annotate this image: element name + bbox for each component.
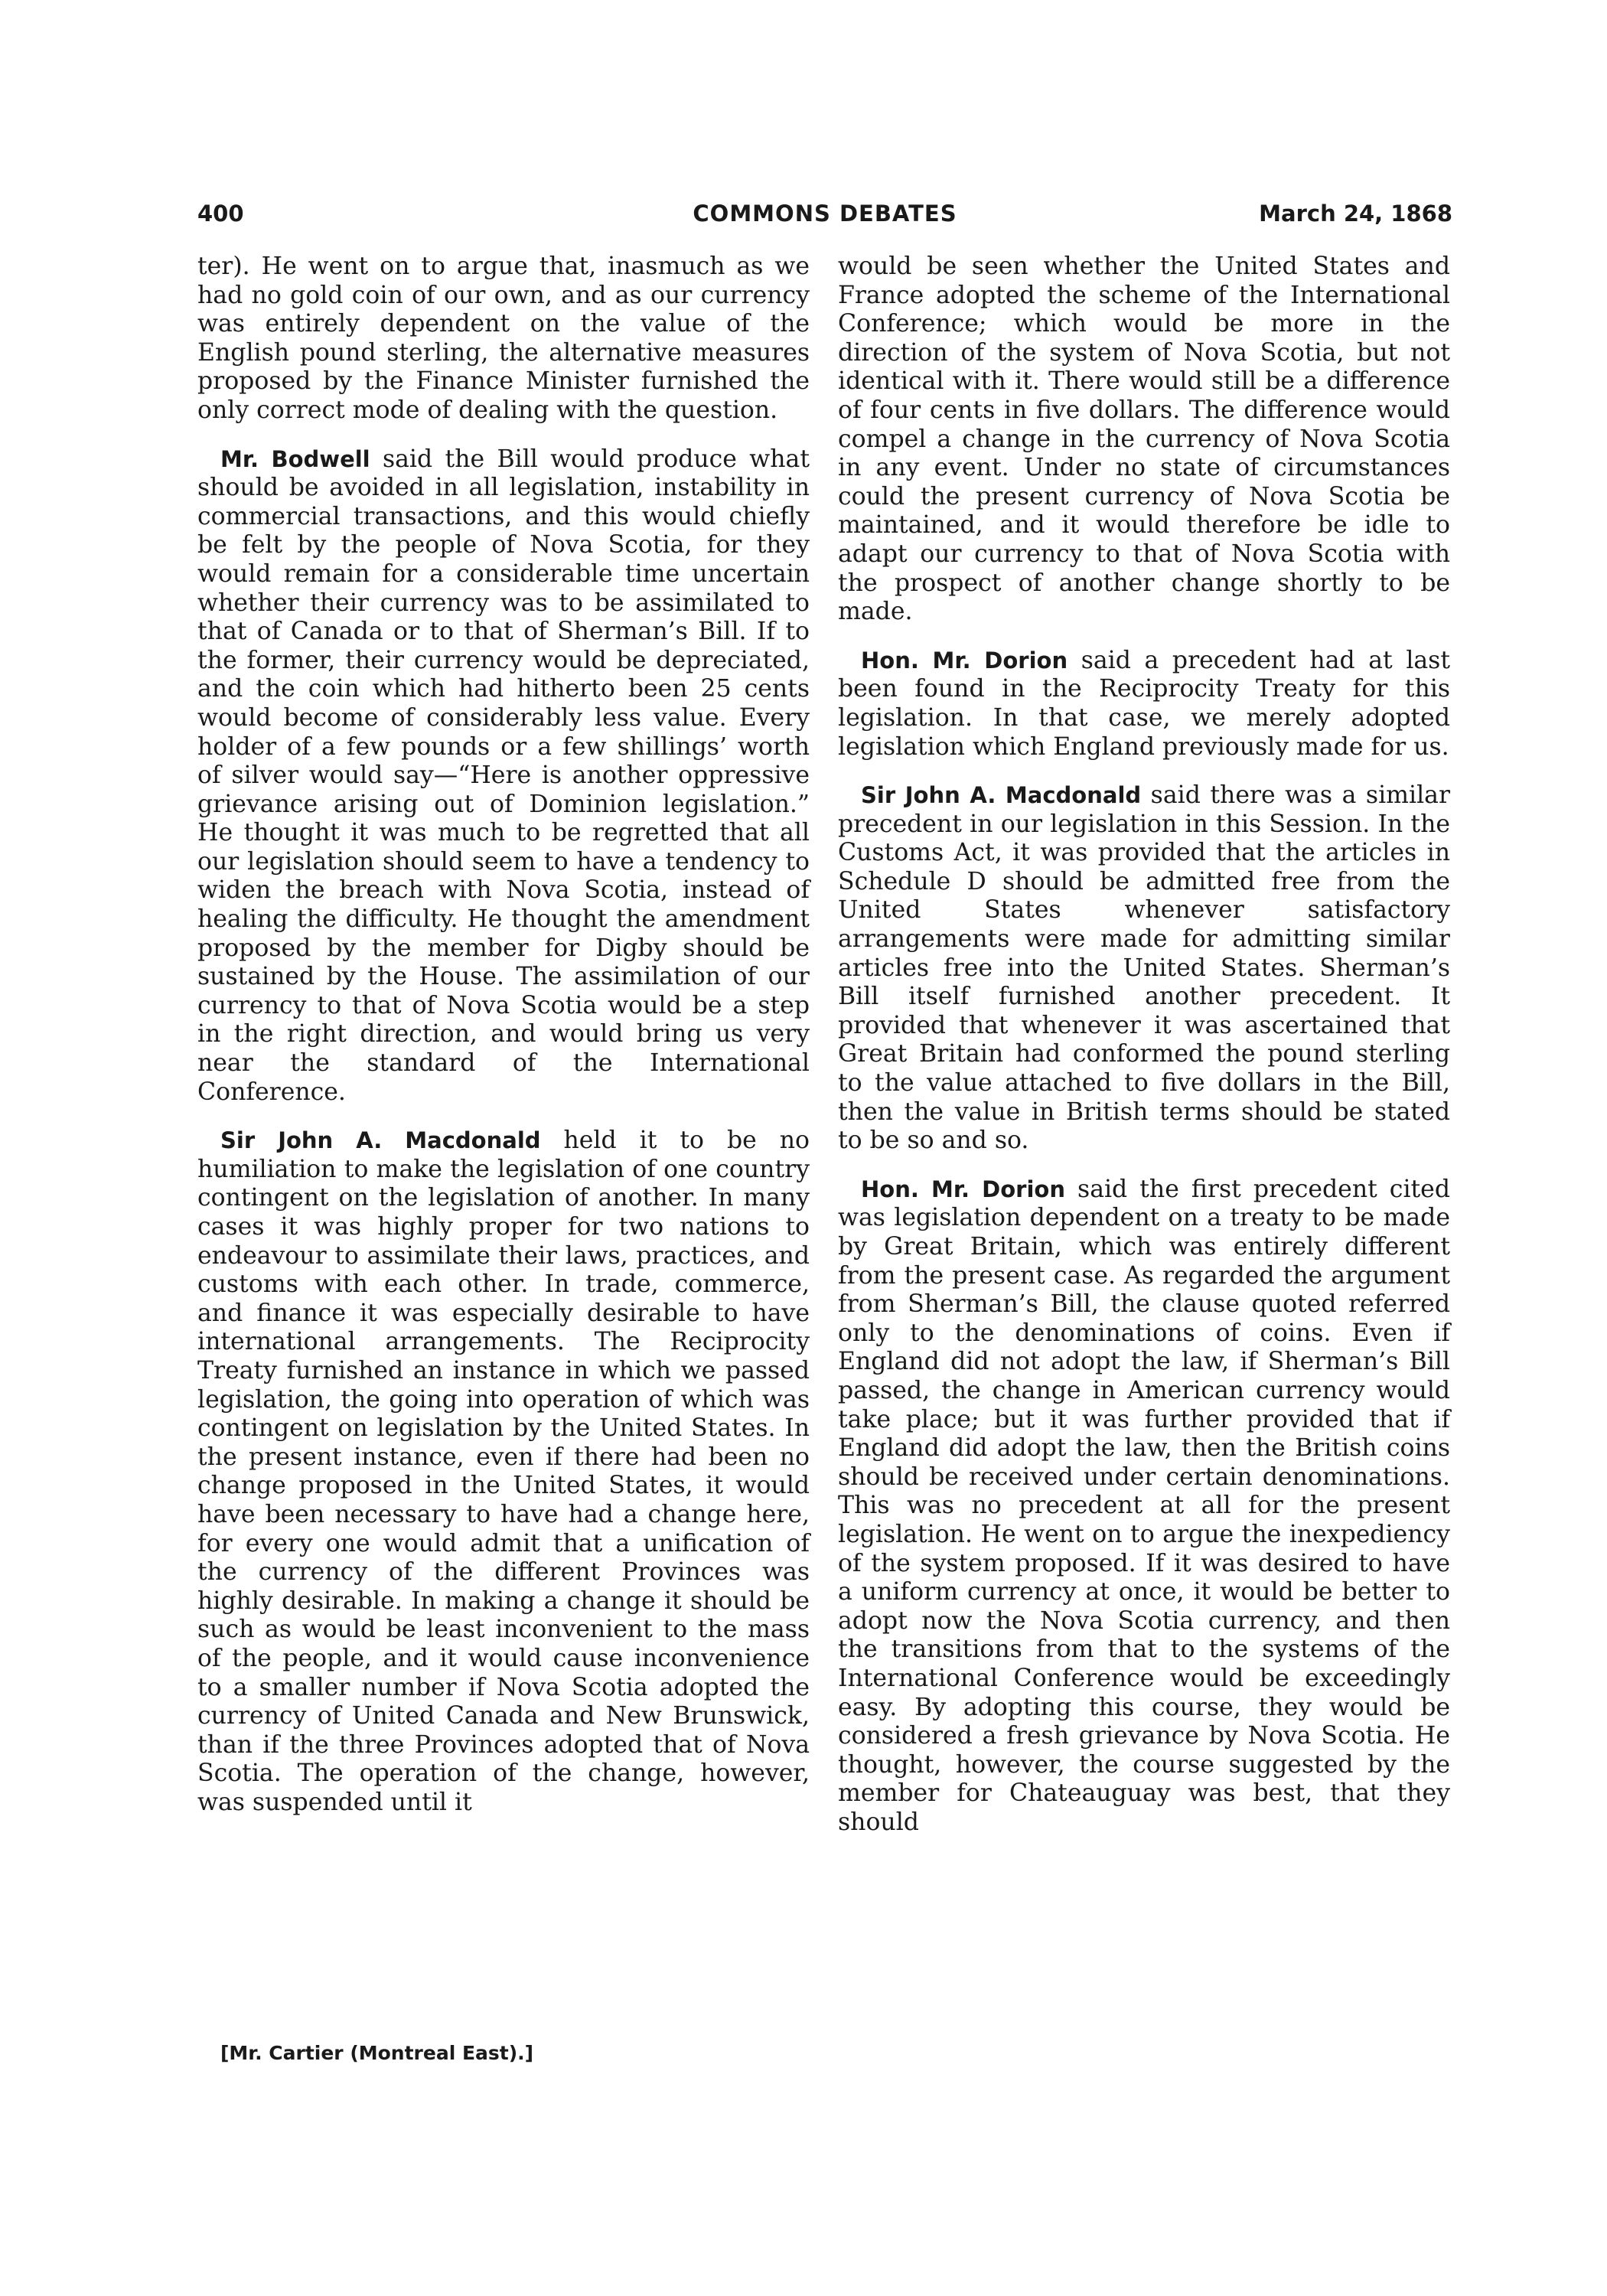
speaker-name: Mr. Bodwell xyxy=(220,445,370,472)
paragraph: ter). He went on to argue that, inasmuch as we had no gold coin of our own, and as our currency was entirely dependent on the value of the English pound sterling, the alternative measures proposed by the Finance Minister furnished the only correct mode of dealing with the question. xyxy=(197,253,810,424)
page-header xyxy=(197,201,1452,239)
speech-text: said the Bill would produce what should be avoided in all legislation, instability in commercial transactions, and this would chiefly be felt by the people of Nova Scotia, for they would remain for a considerable time uncertain whether their currency was to be assimilated to that of Canada or to that of Sherman’s Bill. If to the former, their currency would be depreciated, and the coin which had hitherto been 25 cents would become of considerably less value. Every holder of a few pounds or a few shillings’ worth of silver would say—“Here is another oppressive grievance arising out of Dominion legislation.” He thought it was much to be regretted that all our legislation should seem to have a tendency to widen the breach with Nova Scotia, instead of healing the difficulty. He thought the amendment proposed by the member for Digby should be sustained by the House. The assimilation of our currency to that of Nova Scotia would be a step in the right direction, and would bring us very near the standard of the International Conference. xyxy=(197,445,810,1106)
publication-title: COMMONS DEBATES xyxy=(693,201,957,227)
paragraph: would be seen whether the United States and France adopted the scheme of the International Conference; which would be more in the direction of the system of Nova Scotia, but not identical with it. There would still be a difference of four cents in five dollars. The difference would compel a change in the currency of Nova Scotia in any event. Under no state of circumstances could the present currency of Nova Scotia be maintained, and it would therefore be idle to adapt our currency to that of Nova Scotia with the prospect of another change shortly to be made. xyxy=(838,253,1450,626)
paragraph xyxy=(197,445,810,1107)
paragraph xyxy=(838,781,1450,1156)
paragraph xyxy=(197,1127,810,1817)
right-column xyxy=(838,253,1450,1837)
speaker-name: Sir John A. Macdonald xyxy=(861,782,1142,809)
speech-text: said the first precedent cited was legislation dependent on a treaty to be made by Great Britain, which was entirely different from the present case. As regarded the argument from Sherman’s Bill, the clause quoted referred only to the denominations of coins. Even if England did not adopt the law, if Sherman’s Bill passed, the change in American currency would take place; but it was further provided that if England did adopt the law, then the British coins should be received under certain denominations. This was no precedent at all for the present legislation. He went on to argue the inexpediency of the system proposed. If it was desired to have a uniform currency at once, it would be better to adopt now the Nova Scotia currency, and then the transitions from that to the systems of the International Conference would be exceedingly easy. By adopting this course, they would be considered a fresh grievance by Nova Scotia. He thought, however, the course suggested by the member for Chateauguay was best, that they should xyxy=(838,1175,1450,1836)
paragraph xyxy=(838,1176,1450,1838)
speaker-name: Hon. Mr. Dorion xyxy=(861,647,1068,673)
speech-text: said there was a similar precedent in our legislation in this Session. In the Customs Act, it was provided that the articles in Schedule D should be admitted free from the United States whenever satisfactory arrangements were made for admitting similar articles free into the United States. Sherman’s Bill itself furnished another precedent. It provided that whenever it was ascertained that Great Britain had conformed the pound sterling to the value attached to five dollars in the Bill, then the value in British terms should be stated to be so and so. xyxy=(838,781,1450,1155)
left-column xyxy=(197,253,810,1817)
footer-note: [Mr. Cartier (Montreal East).] xyxy=(220,2042,534,2064)
paragraph xyxy=(838,647,1450,762)
publication-date: March 24, 1868 xyxy=(1259,201,1452,227)
speaker-name: Hon. Mr. Dorion xyxy=(861,1176,1065,1202)
speaker-name: Sir John A. Macdonald xyxy=(220,1127,541,1154)
speech-text: said a precedent had at last been found in the Reciprocity Treaty for this legislation. In that case, we merely adopted legislation which England previously made for us. xyxy=(838,646,1450,761)
speech-text: held it to be no humiliation to make the legislation of one country contingent on the legislation of another. In many cases it was highly proper for two nations to endeavour to assimilate their laws, practices, and customs with each other. In trade, commerce, and finance it was especially desirable to have international arrangements. The Reciprocity Treaty furnished an instance in which we passed legislation, the going into operation of which was contingent on legislation by the United States. In the present instance, even if there had been no change proposed in the United States, it would have been necessary to have had a change here, for every one would admit that a unification of the currency of the different Provinces was highly desirable. In making a change it should be such as would be least inconvenient to the mass of the people, and it would cause inconvenience to a smaller number if Nova Scotia adopted the currency of United Canada and New Brunswick, than if the three Provinces adopted that of Nova Scotia. The operation of the change, however, was suspended until it xyxy=(197,1127,810,1816)
page-number: 400 xyxy=(197,201,244,227)
